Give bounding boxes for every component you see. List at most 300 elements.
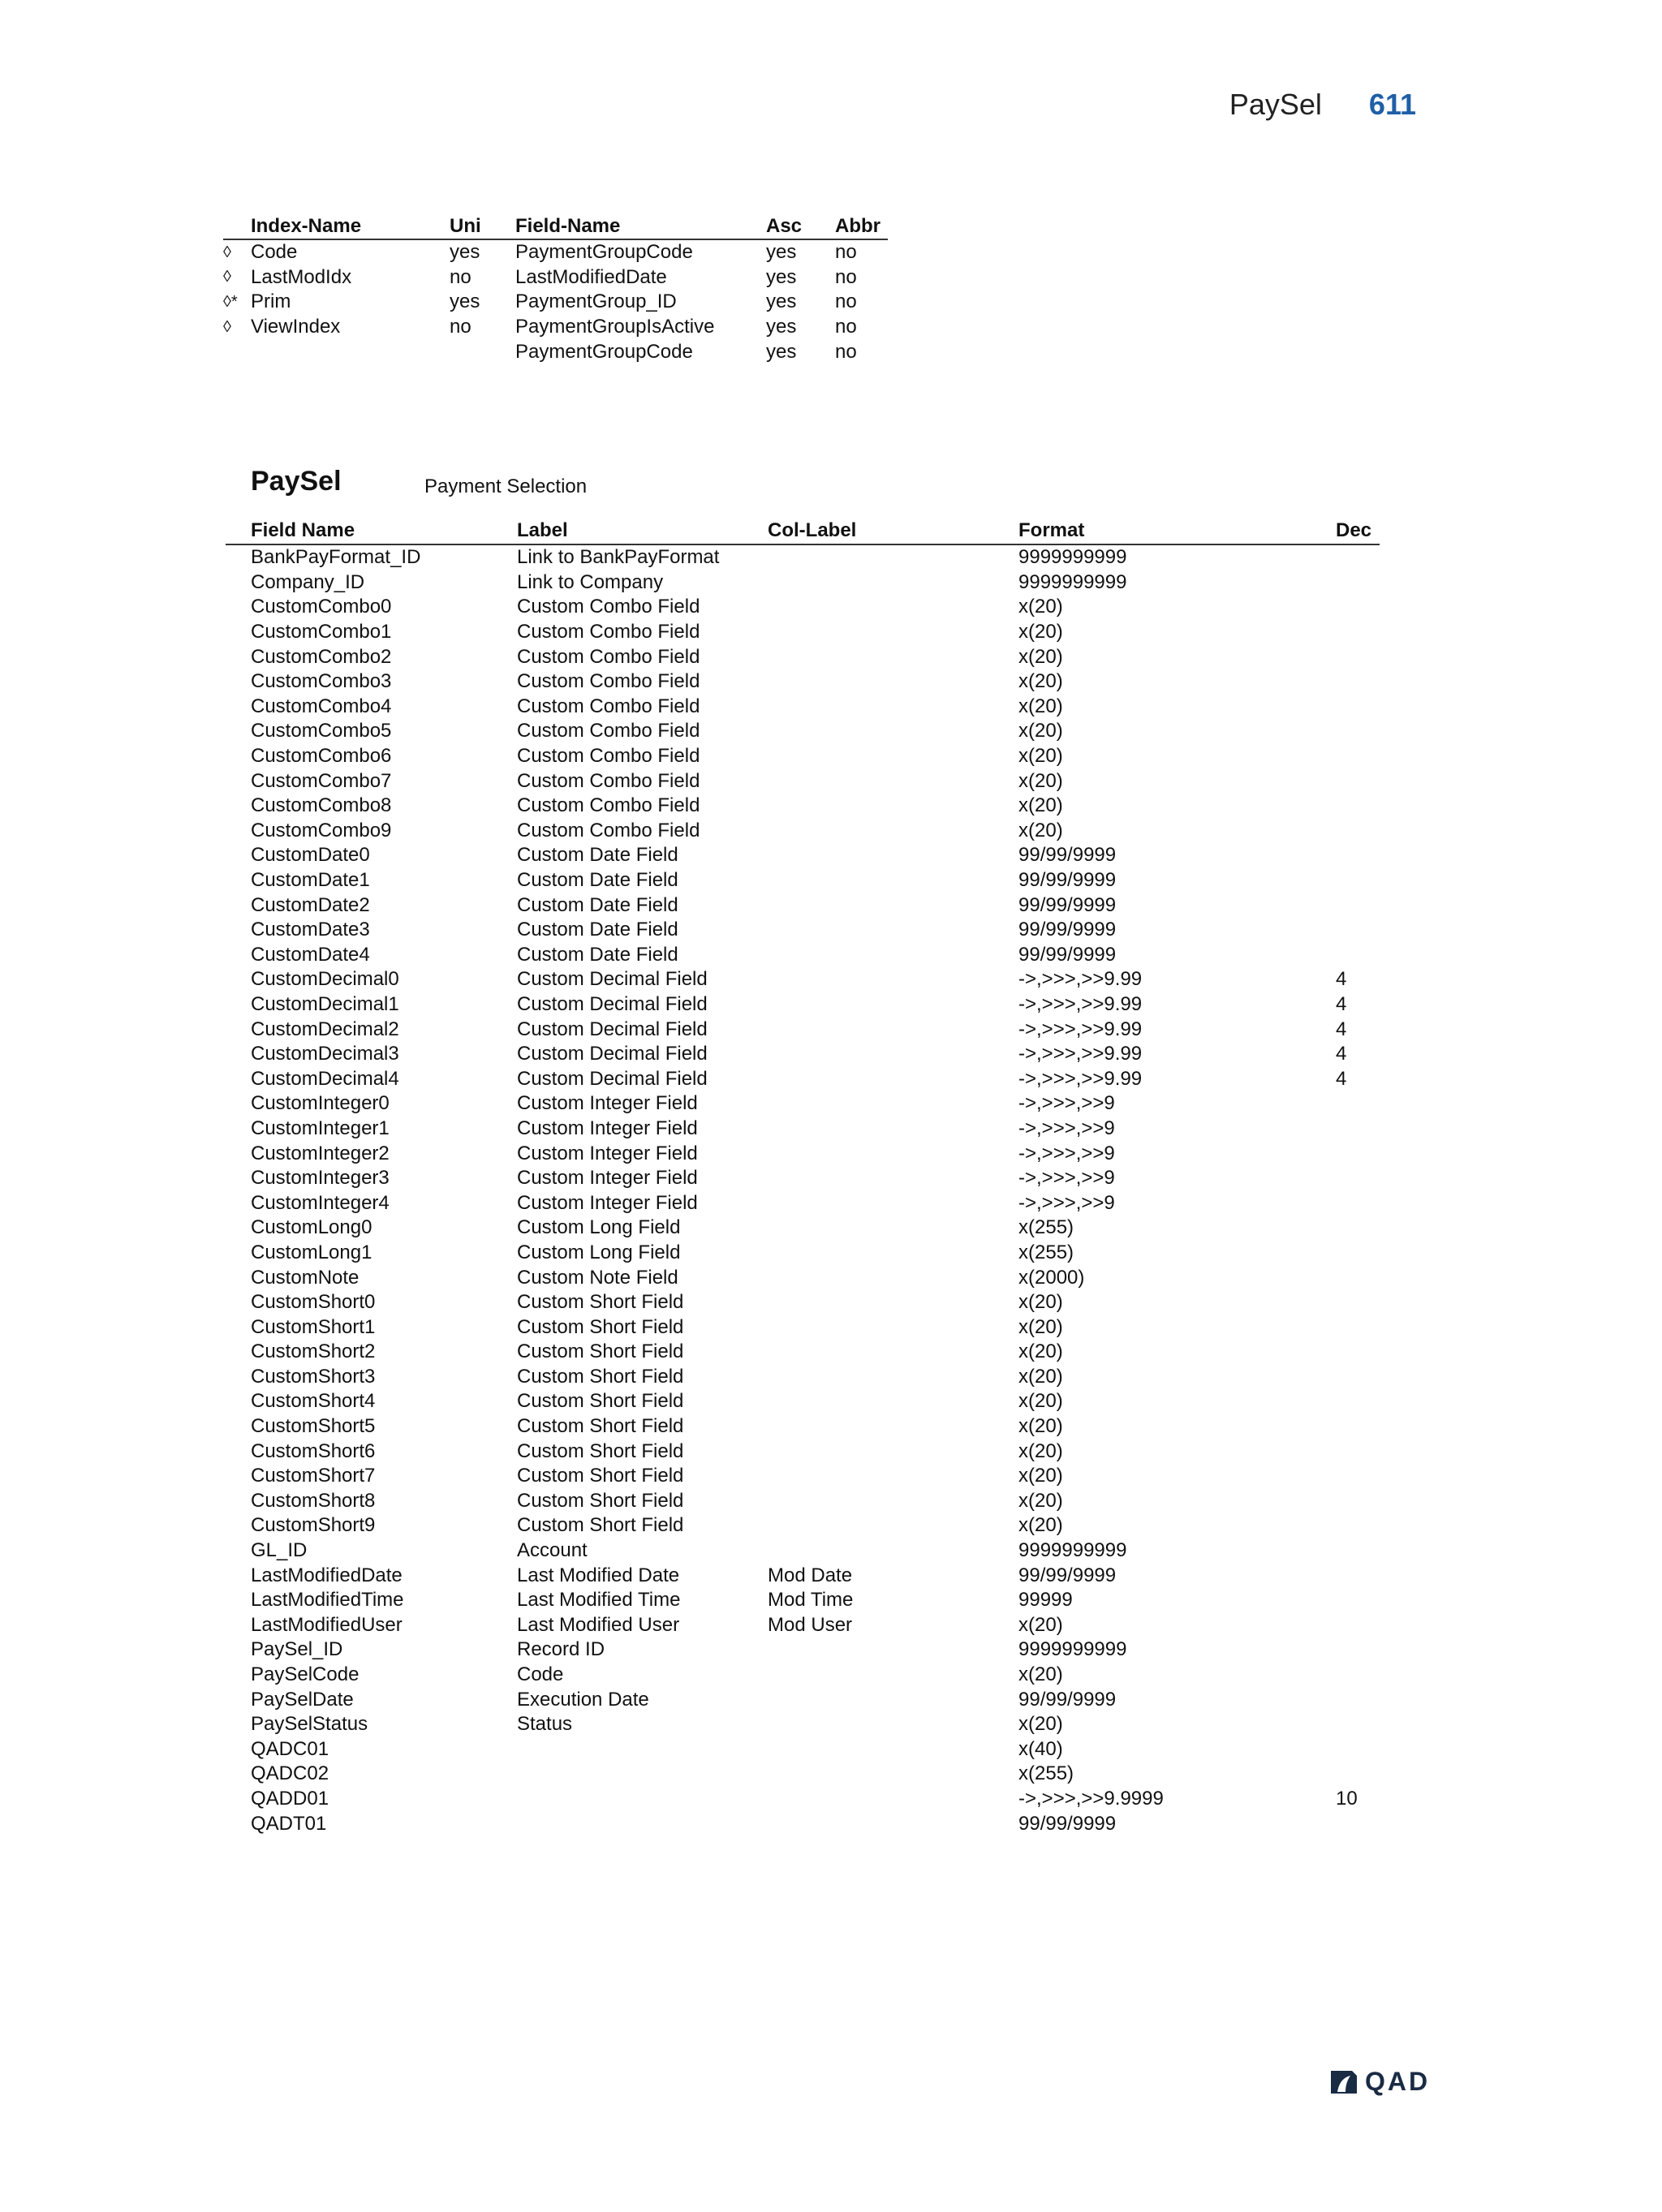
field-row	[226, 967, 1380, 992]
field-name: QADD01	[251, 1787, 329, 1810]
field-label: Custom Short Field	[517, 1440, 684, 1462]
field-name: QADT01	[251, 1812, 327, 1835]
field-decimals	[1336, 644, 1380, 669]
field-lead	[226, 1712, 251, 1737]
field-lead	[226, 1017, 251, 1042]
field-col-label	[768, 1091, 1018, 1117]
index-table-header	[223, 214, 888, 239]
field-decimals	[1336, 744, 1380, 769]
field-decimals	[1336, 1290, 1380, 1315]
field-name: CustomShort4	[251, 1390, 376, 1413]
field-format: ->,>>>,>>9.99	[1018, 968, 1143, 991]
field-label: Code	[517, 1663, 564, 1686]
field-label: Custom Decimal Field	[517, 1018, 708, 1040]
field-col-label	[768, 893, 1018, 918]
field-col-label	[768, 1737, 1018, 1762]
qad-logo	[1328, 2067, 1430, 2097]
index-mark: ◊*	[223, 292, 238, 311]
index-name: Prim	[251, 290, 291, 313]
field-name: CustomDate0	[251, 844, 370, 867]
field-label: Custom Date Field	[517, 844, 678, 867]
field-decimals	[1336, 1687, 1380, 1712]
index-field-name: PaymentGroupIsActive	[515, 316, 715, 338]
field-name: LastModifiedUser	[251, 1613, 403, 1636]
field-decimals	[1336, 794, 1380, 819]
index-col-header: Uni	[450, 214, 515, 239]
field-row	[226, 1414, 1380, 1440]
field-label: Custom Combo Field	[517, 769, 700, 792]
field-label: Custom Combo Field	[517, 596, 700, 618]
field-name: CustomCombo2	[251, 645, 392, 668]
field-decimals	[1336, 1588, 1380, 1613]
field-table-header	[226, 518, 1380, 544]
field-row	[226, 744, 1380, 769]
field-format: x(20)	[1018, 1365, 1063, 1388]
field-lead	[226, 644, 251, 669]
field-decimals	[1336, 1241, 1380, 1266]
field-name: CustomInteger2	[251, 1142, 390, 1164]
field-label: Account	[517, 1539, 588, 1562]
field-decimals	[1336, 1117, 1380, 1142]
field-row	[226, 1513, 1380, 1539]
field-decimals: 4	[1336, 992, 1347, 1015]
field-col-label	[768, 744, 1018, 769]
field-label: Custom Short Field	[517, 1514, 684, 1537]
field-format: ->,>>>,>>9	[1018, 1092, 1115, 1115]
field-label	[517, 1737, 768, 1762]
index-unique: yes	[450, 241, 480, 264]
field-name: CustomCombo0	[251, 596, 392, 618]
field-decimals	[1336, 1712, 1380, 1737]
field-label: Status	[517, 1713, 573, 1736]
field-col-label	[768, 1762, 1018, 1787]
field-decimals: 4	[1336, 968, 1347, 991]
field-col-label	[768, 992, 1018, 1018]
field-label: Custom Combo Field	[517, 645, 700, 668]
field-row	[226, 1712, 1380, 1737]
field-col-label	[768, 1513, 1018, 1539]
field-row	[226, 1737, 1380, 1762]
field-decimals	[1336, 943, 1380, 968]
field-lead	[226, 669, 251, 695]
field-row	[226, 1017, 1380, 1042]
field-format: x(20)	[1018, 819, 1063, 841]
index-field-name: PaymentGroupCode	[515, 241, 693, 264]
field-name: CustomCombo6	[251, 745, 392, 768]
field-name: GL_ID	[251, 1539, 308, 1562]
index-mark: ◊	[223, 243, 231, 261]
field-label: Last Modified Time	[517, 1589, 681, 1612]
field-format: ->,>>>,>>9	[1018, 1191, 1115, 1214]
field-row	[226, 1042, 1380, 1067]
index-field-name: LastModifiedDate	[515, 265, 667, 288]
field-col-label	[768, 544, 1018, 570]
index-col-header: Field-Name	[515, 214, 766, 239]
field-lead	[226, 1613, 251, 1638]
index-col-header: Asc	[766, 214, 835, 239]
field-name: CustomCombo9	[251, 819, 392, 841]
field-decimals	[1336, 843, 1380, 868]
field-decimals: 10	[1336, 1787, 1358, 1810]
field-col-label	[768, 1042, 1018, 1067]
field-label: Custom Combo Field	[517, 621, 700, 643]
field-label: Custom Decimal Field	[517, 992, 708, 1015]
index-ascending: yes	[766, 340, 797, 363]
field-label: Custom Decimal Field	[517, 968, 708, 991]
field-format: x(20)	[1018, 794, 1063, 817]
field-lead-header	[226, 518, 251, 544]
field-col-label	[768, 1365, 1018, 1390]
field-name: CustomCombo7	[251, 769, 392, 792]
index-col-header: Abbr	[835, 214, 888, 239]
field-name: LastModifiedDate	[251, 1564, 403, 1586]
field-name: CustomDate4	[251, 943, 370, 966]
index-abbreviated: no	[835, 265, 857, 288]
field-label: Custom Date Field	[517, 893, 678, 916]
field-format: 9999999999	[1018, 546, 1127, 569]
field-label: Custom Integer Field	[517, 1092, 698, 1115]
field-label: Custom Combo Field	[517, 794, 700, 817]
field-name: CustomShort0	[251, 1291, 376, 1314]
field-name: CustomInteger1	[251, 1117, 390, 1139]
index-name: LastModIdx	[251, 265, 352, 288]
field-row	[226, 1066, 1380, 1091]
index-abbreviated: no	[835, 316, 857, 338]
field-col-label	[768, 1066, 1018, 1091]
field-name: CustomDate1	[251, 869, 370, 892]
field-col-label	[768, 1712, 1018, 1737]
field-lead	[226, 1588, 251, 1613]
field-decimals	[1336, 1265, 1380, 1290]
field-row	[226, 918, 1380, 943]
field-col-label: Mod User	[768, 1613, 853, 1636]
field-col-header: Format	[1018, 518, 1336, 544]
field-decimals	[1336, 1513, 1380, 1539]
field-lead	[226, 1290, 251, 1315]
index-name: ViewIndex	[251, 316, 341, 338]
field-decimals	[1336, 1166, 1380, 1191]
field-format: ->,>>>,>>9.9999	[1018, 1787, 1164, 1810]
field-name: PaySelCode	[251, 1663, 360, 1686]
field-col-label	[768, 1340, 1018, 1365]
field-format: 99/99/9999	[1018, 869, 1117, 892]
field-lead	[226, 695, 251, 720]
field-lead	[226, 1117, 251, 1142]
field-name: CustomLong0	[251, 1216, 372, 1239]
field-name: CustomDate3	[251, 919, 370, 941]
field-format: x(20)	[1018, 1415, 1063, 1438]
field-decimals: 4	[1336, 1018, 1347, 1040]
field-decimals	[1336, 1439, 1380, 1464]
field-label: Custom Short Field	[517, 1365, 684, 1388]
field-name: CustomInteger4	[251, 1191, 390, 1214]
index-name: Code	[251, 241, 298, 264]
field-decimals	[1336, 1190, 1380, 1216]
field-label: Custom Note Field	[517, 1266, 678, 1289]
field-name: QADC02	[251, 1762, 329, 1785]
field-label: Execution Date	[517, 1688, 649, 1711]
field-format: x(20)	[1018, 1465, 1063, 1487]
field-row	[226, 719, 1380, 744]
field-name: CustomDecimal3	[251, 1043, 399, 1065]
page-number: 611	[1368, 88, 1416, 121]
index-ascending: yes	[766, 241, 797, 264]
field-format: x(20)	[1018, 1390, 1063, 1413]
field-format: x(20)	[1018, 1713, 1063, 1736]
index-abbreviated: no	[835, 340, 857, 363]
field-format: 9999999999	[1018, 570, 1127, 593]
field-lead	[226, 1563, 251, 1588]
field-row	[226, 1166, 1380, 1191]
field-row	[226, 843, 1380, 868]
field-lead	[226, 893, 251, 918]
field-format: 99/99/9999	[1018, 844, 1117, 867]
field-lead	[226, 1414, 251, 1440]
field-lead	[226, 1539, 251, 1564]
field-name: CustomDecimal4	[251, 1067, 399, 1090]
field-col-label	[768, 1687, 1018, 1712]
field-col-label	[768, 1811, 1018, 1836]
field-lead	[226, 1389, 251, 1414]
index-ascending: yes	[766, 290, 797, 313]
field-name: CustomShort6	[251, 1440, 376, 1462]
field-decimals	[1336, 1637, 1380, 1663]
field-lead	[226, 570, 251, 596]
field-decimals	[1336, 1091, 1380, 1117]
field-row	[226, 1563, 1380, 1588]
field-col-label	[768, 843, 1018, 868]
field-lead	[226, 843, 251, 868]
index-mark	[223, 339, 251, 364]
field-col-label	[768, 1439, 1018, 1464]
field-decimals	[1336, 1340, 1380, 1365]
field-row	[226, 1637, 1380, 1663]
field-decimals	[1336, 1365, 1380, 1390]
field-col-label	[768, 1241, 1018, 1266]
field-col-header: Dec	[1336, 518, 1380, 544]
field-label: Link to Company	[517, 570, 664, 593]
qad-logo-text: QAD	[1365, 2067, 1431, 2096]
field-name: CustomShort8	[251, 1489, 376, 1512]
field-col-label	[768, 1117, 1018, 1142]
field-lead	[226, 1340, 251, 1365]
field-label: Custom Short Field	[517, 1315, 684, 1338]
field-format: x(20)	[1018, 1663, 1063, 1686]
field-decimals	[1336, 1315, 1380, 1340]
header-table-name: PaySel	[1229, 88, 1322, 121]
field-lead	[226, 1787, 251, 1812]
field-lead	[226, 943, 251, 968]
field-lead	[226, 1190, 251, 1216]
field-name: PaySelStatus	[251, 1713, 368, 1736]
field-name: CustomCombo3	[251, 670, 392, 693]
field-format: ->,>>>,>>9.99	[1018, 1067, 1143, 1090]
field-decimals	[1336, 595, 1380, 620]
field-name: CustomCombo4	[251, 695, 392, 717]
field-format: 99/99/9999	[1018, 1688, 1117, 1711]
field-format: 99/99/9999	[1018, 919, 1117, 941]
field-row	[226, 1265, 1380, 1290]
field-col-label	[768, 669, 1018, 695]
field-label: Last Modified User	[517, 1613, 680, 1636]
index-mark: ◊	[223, 317, 231, 336]
field-row	[226, 1365, 1380, 1390]
field-row	[226, 794, 1380, 819]
field-col-label	[768, 1265, 1018, 1290]
field-decimals	[1336, 768, 1380, 794]
field-label: Custom Short Field	[517, 1415, 684, 1438]
qad-logo-icon	[1328, 2068, 1360, 2097]
field-format: x(20)	[1018, 1613, 1063, 1636]
field-label: Custom Short Field	[517, 1341, 684, 1363]
field-row	[226, 1539, 1380, 1564]
field-lead	[226, 1066, 251, 1091]
field-row	[226, 669, 1380, 695]
field-name: CustomCombo1	[251, 621, 392, 643]
field-col-header: Label	[517, 518, 768, 544]
field-name: CustomCombo5	[251, 720, 392, 742]
field-format: x(20)	[1018, 745, 1063, 768]
field-lead	[226, 1091, 251, 1117]
field-row	[226, 1340, 1380, 1365]
index-unique: no	[450, 265, 471, 288]
field-name: CustomShort5	[251, 1415, 376, 1438]
field-name: CustomCombo8	[251, 794, 392, 817]
field-label: Custom Long Field	[517, 1241, 681, 1263]
field-lead	[226, 967, 251, 992]
index-ascending: yes	[766, 265, 797, 288]
index-unique	[450, 339, 515, 364]
field-lead	[226, 595, 251, 620]
field-decimals	[1336, 893, 1380, 918]
index-abbreviated: no	[835, 241, 857, 264]
index-unique: no	[450, 316, 471, 338]
field-col-label	[768, 1787, 1018, 1812]
field-name: PaySelDate	[251, 1688, 354, 1711]
field-col-label	[768, 1166, 1018, 1191]
field-row	[226, 620, 1380, 645]
field-label: Custom Combo Field	[517, 670, 700, 693]
field-format: x(20)	[1018, 1440, 1063, 1462]
field-lead	[226, 544, 251, 570]
field-col-label	[768, 943, 1018, 968]
index-row	[223, 265, 888, 290]
field-row	[226, 1762, 1380, 1787]
field-lead	[226, 744, 251, 769]
index-unique: yes	[450, 290, 480, 313]
field-format: x(2000)	[1018, 1266, 1085, 1289]
field-col-label	[768, 1464, 1018, 1489]
field-row	[226, 1091, 1380, 1117]
field-format: ->,>>>,>>9.99	[1018, 1043, 1143, 1065]
field-col-label	[768, 1414, 1018, 1440]
field-format: 9999999999	[1018, 1539, 1127, 1562]
field-row	[226, 1190, 1380, 1216]
field-col-label	[768, 1315, 1018, 1340]
field-lead	[226, 1811, 251, 1836]
field-label: Custom Decimal Field	[517, 1067, 708, 1090]
field-row	[226, 1389, 1380, 1414]
field-label: Custom Combo Field	[517, 819, 700, 841]
field-label: Custom Combo Field	[517, 745, 700, 768]
field-decimals	[1336, 695, 1380, 720]
field-row	[226, 570, 1380, 596]
field-col-label	[768, 819, 1018, 844]
field-lead	[226, 1464, 251, 1489]
field-format: ->,>>>,>>9.99	[1018, 992, 1143, 1015]
field-label: Custom Decimal Field	[517, 1043, 708, 1065]
field-row	[226, 1117, 1380, 1142]
field-row	[226, 544, 1380, 570]
field-name: CustomShort7	[251, 1465, 376, 1487]
field-decimals	[1336, 1539, 1380, 1564]
field-name: PaySel_ID	[251, 1638, 343, 1661]
field-label: Custom Date Field	[517, 869, 678, 892]
field-label: Custom Short Field	[517, 1489, 684, 1512]
field-name: CustomShort9	[251, 1514, 376, 1537]
field-decimals	[1336, 918, 1380, 943]
field-format: ->,>>>,>>9	[1018, 1167, 1115, 1190]
field-decimals	[1336, 1737, 1380, 1762]
field-col-label	[768, 1216, 1018, 1241]
field-col-label	[768, 695, 1018, 720]
field-lead	[226, 1687, 251, 1712]
field-format: ->,>>>,>>9	[1018, 1117, 1115, 1139]
field-col-label	[768, 1290, 1018, 1315]
field-row	[226, 1290, 1380, 1315]
index-row	[223, 315, 888, 340]
field-row	[226, 1439, 1380, 1464]
field-format: 9999999999	[1018, 1638, 1127, 1661]
index-ascending: yes	[766, 316, 797, 338]
field-col-label	[768, 1663, 1018, 1688]
table-title: PaySel	[251, 466, 342, 497]
field-name: CustomShort1	[251, 1315, 376, 1338]
field-col-label	[768, 868, 1018, 893]
field-decimals: 4	[1336, 1043, 1347, 1065]
field-lead	[226, 868, 251, 893]
field-format: x(255)	[1018, 1762, 1074, 1785]
index-row	[223, 239, 888, 265]
field-col-label	[768, 1489, 1018, 1514]
field-col-header: Field Name	[251, 518, 517, 544]
field-col-label	[768, 794, 1018, 819]
field-format: x(20)	[1018, 596, 1063, 618]
field-lead	[226, 1042, 251, 1067]
field-label	[517, 1811, 768, 1836]
field-name: CustomLong1	[251, 1241, 372, 1263]
field-row	[226, 1613, 1380, 1638]
field-name: BankPayFormat_ID	[251, 546, 421, 569]
field-format: x(20)	[1018, 1315, 1063, 1338]
field-col-label	[768, 1539, 1018, 1564]
index-row	[223, 339, 888, 364]
field-lead	[226, 1737, 251, 1762]
field-format: x(20)	[1018, 1291, 1063, 1314]
field-row	[226, 1241, 1380, 1266]
field-format: x(40)	[1018, 1737, 1063, 1760]
index-mark-header	[223, 214, 251, 239]
field-decimals	[1336, 620, 1380, 645]
field-row	[226, 1141, 1380, 1166]
field-decimals	[1336, 719, 1380, 744]
field-col-label	[768, 768, 1018, 794]
field-lead	[226, 620, 251, 645]
field-lead	[226, 1663, 251, 1688]
index-field-name: PaymentGroupCode	[515, 340, 693, 363]
field-label: Custom Date Field	[517, 943, 678, 966]
field-row	[226, 595, 1380, 620]
